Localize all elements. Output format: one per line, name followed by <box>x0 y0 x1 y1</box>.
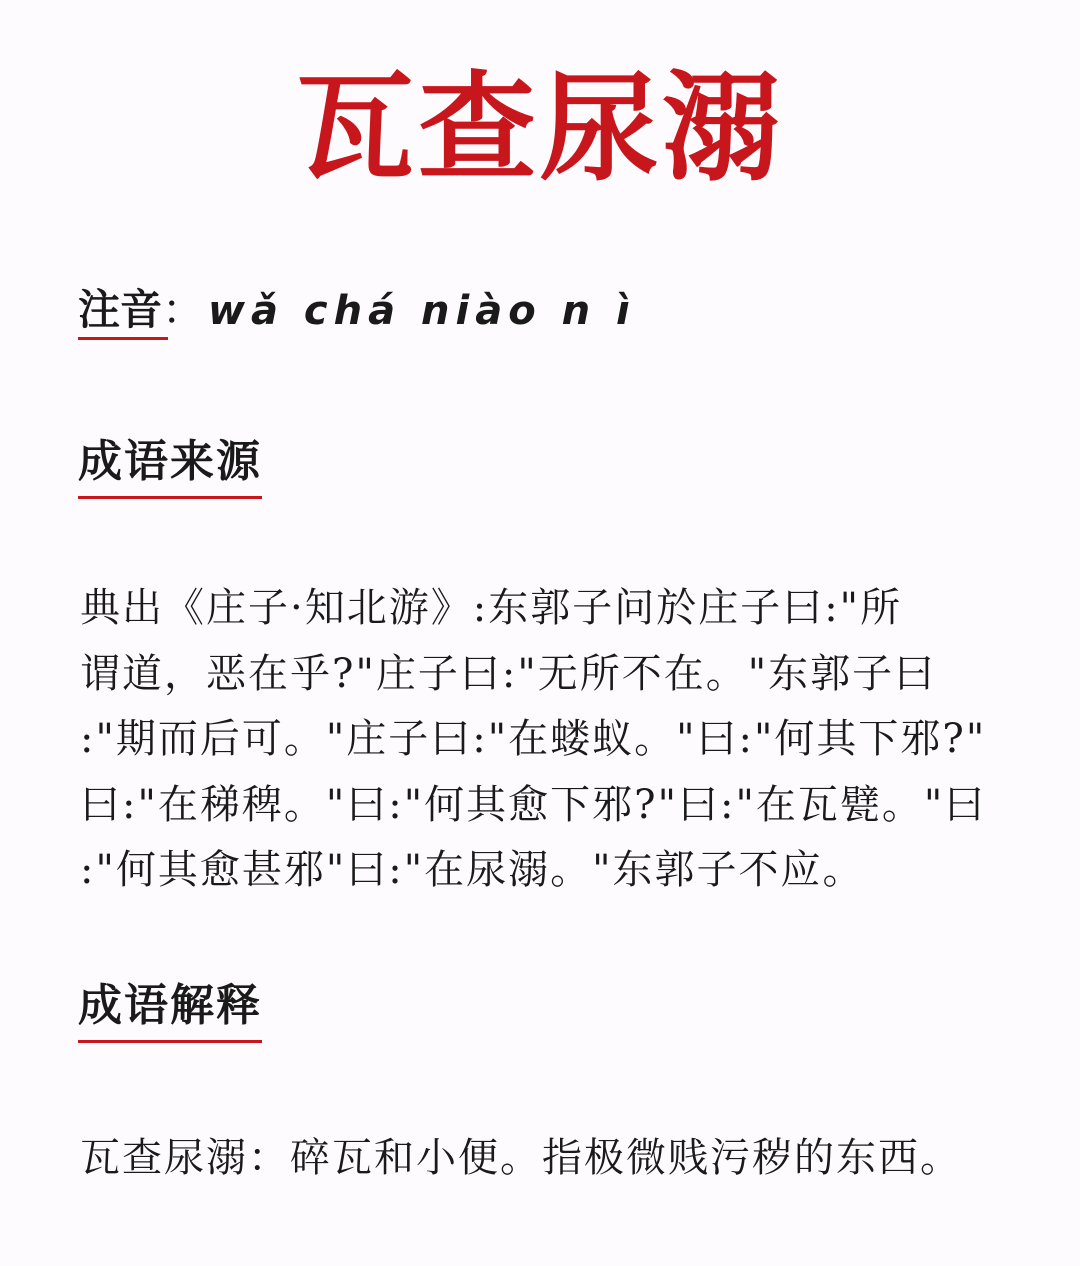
meaning-line: 瓦查尿溺：碎瓦和小便。指极微贱污秽的东西。 <box>80 1135 962 1181</box>
origin-line: 曰:"在稊稗。"曰:"何其愈下邪?"曰:"在瓦甓。"曰 <box>80 781 987 828</box>
meaning-paragraph <box>80 1126 1040 1192</box>
page-title: 瓦查尿溺 <box>295 58 784 197</box>
origin-line: :"何其愈甚邪"曰:"在尿溺。"东郭子不应。 <box>80 847 865 893</box>
pinyin-row <box>78 280 636 341</box>
origin-line: 谓道，恶在乎?"庄子曰:"无所不在。"东郭子曰 <box>80 650 937 697</box>
origin-line: :"期而后可。"庄子曰:"在蝼蚁。"曰:"何其下邪?" <box>80 716 987 762</box>
origin-paragraph <box>80 576 1020 904</box>
pinyin-label: 注音 <box>78 285 163 334</box>
section-heading-meaning: 成语解释 <box>78 976 262 1043</box>
pinyin-value: wǎ chá niào n ì <box>208 288 636 334</box>
pinyin-colon: ： <box>162 285 205 334</box>
section-heading-origin: 成语来源 <box>78 432 262 499</box>
origin-line: 典出《庄子·知北游》:东郭子问於庄子曰:"所 <box>80 585 903 631</box>
